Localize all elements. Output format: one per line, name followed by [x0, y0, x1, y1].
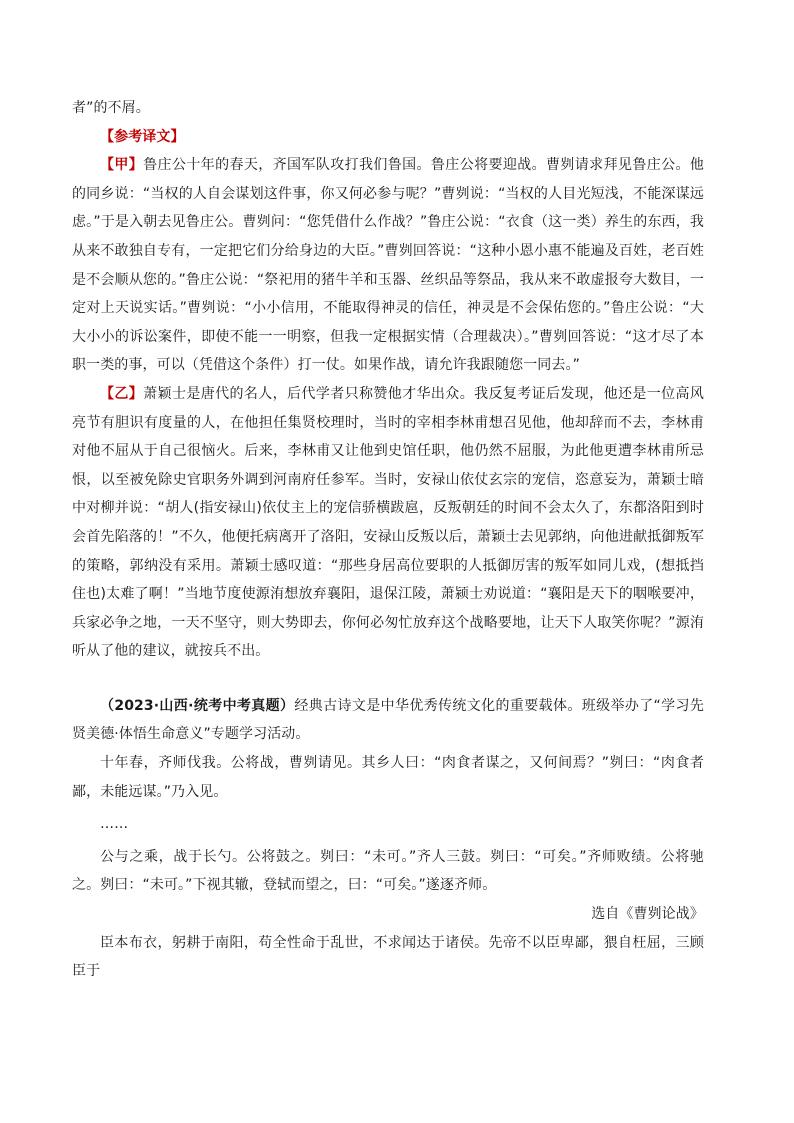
question-intro [72, 692, 704, 749]
yi-mark: 【乙】 [100, 385, 144, 402]
reference-heading [72, 123, 704, 152]
question-source: （2023·山西·统考中考真题） [100, 697, 295, 714]
passage-3 [72, 929, 704, 986]
question-text: 经典古诗文是中华优秀传统文化的重要载体。班级举办了“学习先贤美德·体悟生命意义”专题学习活动。 [72, 697, 705, 743]
passage-2-text: 公与之乘，战于长勺。公将鼓之。刿曰：“未可。”齐人三鼓。刿曰：“可矣。”齐师败绩。公将驰之。刿曰：“未可。”下视其辙，登轼而望之，曰：“可矣。”遂逐齐师。 [72, 848, 704, 894]
ellipsis-text: …… [100, 816, 129, 833]
passage-1-text: 十年春，齐师伐我。公将战，曹刿请见。其乡人曰：“肉食者谋之，又何间焉？”刿曰：“肉食者鄙，未能远谋。”乃入见。 [72, 755, 704, 800]
passage-3-text: 臣本布衣，躬耕于南阳，苟全性命于乱世，不求闻达于诸侯。先帝不以臣卑鄙，猥自枉屈，三顾臣于 [72, 934, 704, 980]
intro-tail-text: 者”的不屑。 [72, 100, 150, 116]
reference-heading-text: 【参考译文】 [100, 128, 185, 145]
translation-yi [72, 380, 704, 666]
passage-1 [72, 749, 704, 806]
yi-text: 萧颖士是唐代的名人，后代学者只称赞他才华出众。我反复考证后发现，他还是一位高风亮节有胆识有度量的人，在他担任集贤校理时，当时的宰相李林甫想召见他，他却辞而不去，李林甫对他不屈从于自己很恼火。后来，李林甫又让他到史馆任职，他仍然不屈服，为此他更遭李林甫所忌恨，以至被免除史官职务外调到河南府任参军。当时，安禄山依仗玄宗的宠信，恣意妄为，萧颖士暗中对柳并说：“胡人(指安禄山)依仗主上的宠信骄横跋扈，反叛朝廷的时间不会太久了，东都洛阳到时会首先陷落的！”不久，他便托病离开了洛阳，安禄山反叛以后，萧颖士去见郭纳，向他进献抵御叛军的策略，郭纳没有采用。萧颖士感叹道：“那些身居高位要职的人抵御厉害的叛军如同儿戏，(想抵挡住也)太难了啊！”当地节度使源洧想放弃襄阳，退保江陵，萧颍士劝说道：“襄阳是天下的咽喉要冲，兵家必争之地，一天不坚守，则大势即去，你何必匆忙放弃这个战略要地，让天下人取笑你呢？”源洧听从了他的建议，就按兵不出。 [72, 385, 704, 660]
source-note [72, 900, 704, 929]
passage-2 [72, 843, 704, 900]
source-note-text: 选自《曹刿论战》 [591, 906, 704, 923]
translation-jia [72, 151, 704, 380]
intro-tail [72, 94, 704, 123]
jia-mark: 【甲】 [100, 157, 144, 174]
jia-text: 鲁庄公十年的春天，齐国军队攻打我们鲁国。鲁庄公将要迎战。曹刿请求拜见鲁庄公。他的同乡说：“当权的人自会谋划这件事，你又何必参与呢？”曹刿说：“当权的人目光短浅，不能深谋远虑。”于是入朝去见鲁庄公。曹刿问：“您凭借什么作战？”鲁庄公说：“衣食（这一类）养生的东西，我从来不敢独自专有，一定把它们分给身边的大臣。”曹刿回答说：“这种小恩小惠不能遍及百姓，老百姓是不会顺从您的。”鲁庄公说：“祭祀用的猪牛羊和玉器、丝织品等祭品，我从来不敢虚报夸大数目，一定对上天说实话。”曹刿说：“小小信用，不能取得神灵的信任，神灵是不会保佑您的。”鲁庄公说：“大大小小的诉讼案件，即使不能一一明察，但我一定根据实情（合理裁决）。”曹刿回答说：“这才尽了本职一类的事，可以（凭借这个条件）打一仗。如果作战，请允许我跟随您一同去。” [72, 157, 704, 374]
ellipsis [72, 810, 704, 839]
